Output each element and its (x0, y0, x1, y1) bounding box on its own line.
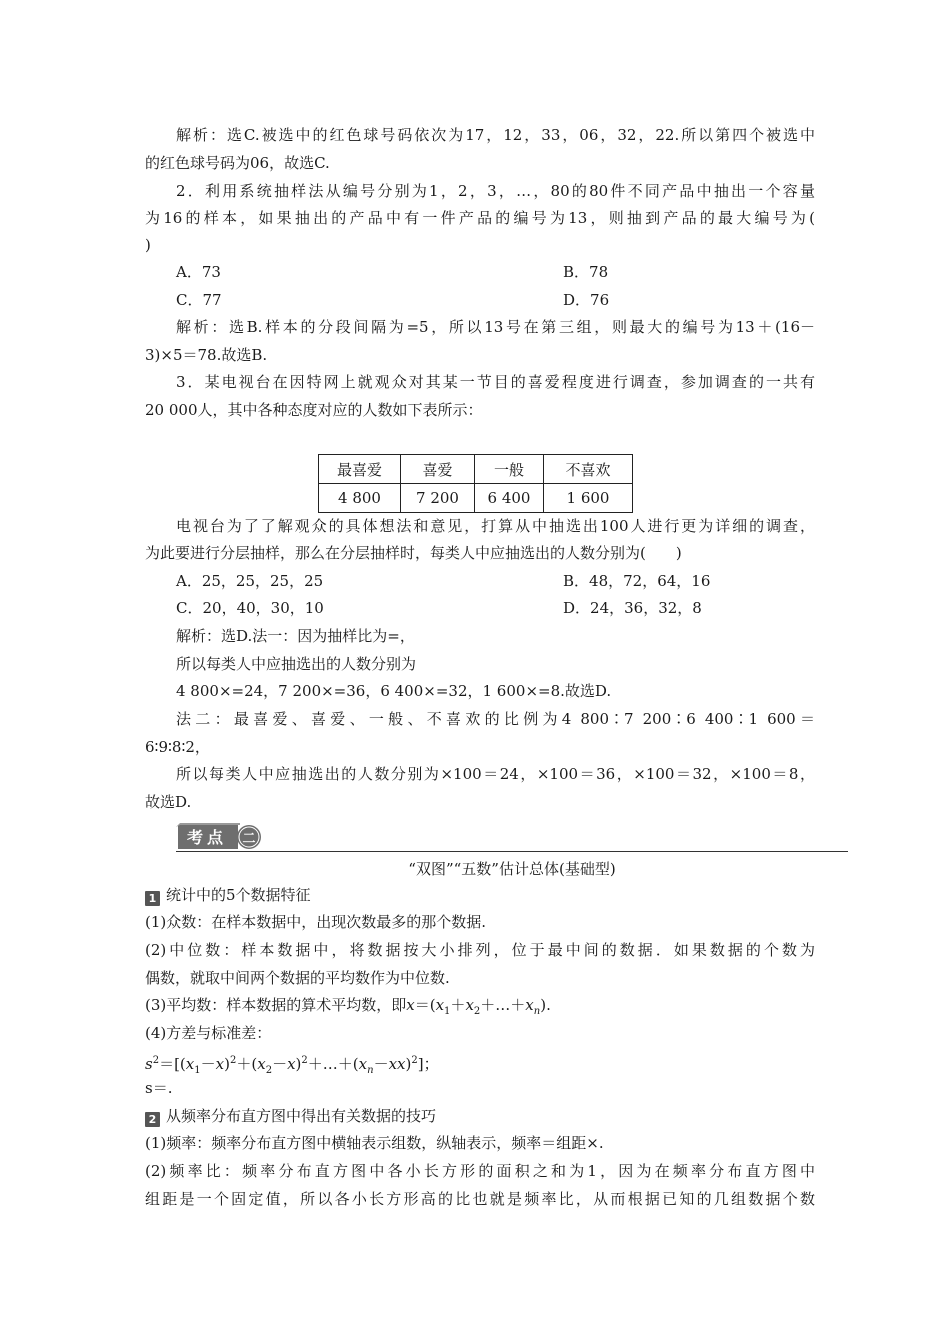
ratio-line2: 组距是一个固定值，所以各小长方形高的比也就是频率比，从而根据已知的几组数据个数 (145, 1190, 815, 1208)
mean-prefix: (3)平均数：样本数据的算术平均数，即 (145, 996, 407, 1014)
q2-option-a: A．73 (176, 263, 221, 281)
median-line1: (2)中位数：样本数据中，将数据按大小排列，位于最中间的数据．如果数据的个数为 (145, 941, 815, 959)
section-badge-text: 考点 (186, 828, 228, 847)
q3-analysis-line3: 4 800×=24，7 200×=36，6 400×=32，1 600×=8.故选D. (176, 682, 612, 700)
q2-option-b: B．78 (563, 263, 609, 281)
q3-option-a: A．25，25，25，25 (176, 572, 324, 590)
q3-analysis-line2: 所以每类人中应抽选出的人数分别为 (176, 655, 417, 673)
variance-title: (4)方差与标准差： (145, 1024, 272, 1042)
q3-stem-line1: 3．某电视台在因特网上就观众对其某一节目的喜爱程度进行调查，参加调查的一共有 (176, 373, 815, 391)
table-cell: 7 200 (401, 484, 475, 513)
q3-stem-line2: 20 000人，其中各种态度对应的人数如下表所示： (145, 401, 483, 419)
q3-analysis-line4: 法二：最喜爱、喜爱、一般、不喜欢的比例为4 800∶7 200∶6 400∶1 600＝ (176, 710, 815, 728)
point1-title: 统计中的5个数据特征 (166, 886, 311, 904)
mode-line: (1)众数：在样本数据中，出现次数最多的那个数据. (145, 913, 487, 931)
attitude-table (318, 454, 633, 513)
q3-stem-line3: 电视台为了了解观众的具体想法和意见，打算从中抽选出100人进行更为详细的调查， (176, 517, 815, 535)
table-cell: 1 600 (544, 484, 633, 513)
q1-analysis-line2: 的红色球号码为06，故选C. (145, 154, 330, 172)
q3-option-d: D．24，36，32，8 (563, 599, 702, 617)
mean-line (145, 995, 551, 1022)
q2-option-d: D．76 (563, 291, 610, 309)
std-formula: s＝. (145, 1079, 173, 1097)
table-header-cell: 最喜爱 (319, 455, 401, 484)
variance-formula: $s^2=[(x_1-x)^2+(x_2-x)^2+\dots+(x_n-xx)^2]$； (145, 1055, 439, 1076)
section-banner (176, 823, 266, 851)
q3-analysis-line5: 6∶9∶8∶2， (145, 738, 210, 756)
q1-analysis-line1: 解析：选C.被选中的红色球号码依次为17，12，33，06，32，22.所以第四个被选中 (176, 126, 815, 144)
point2-heading (145, 1106, 436, 1127)
q3-stem-line4: 为此要进行分层抽样，那么在分层抽样时，每类人中应抽选出的人数分别为( ) (145, 544, 682, 562)
section-title: “双图”“五数”估计总体(基础型) (408, 860, 616, 878)
q2-stem-line2: 为16的样本，如果抽出的产品中有一件产品的编号为13，则抽到产品的最大编号为( (145, 209, 815, 227)
table-header-cell: 喜爱 (401, 455, 475, 484)
section-badge-number: 二 (242, 831, 256, 847)
mean-formula: $x=(x_1+x_2+\dots+x_n)$. (406, 996, 551, 1017)
table-header-cell: 一般 (475, 455, 544, 484)
ratio-line1: (2)频率比：频率分布直方图中各小长方形的面积之和为1，因为在频率分布直方图中 (145, 1162, 815, 1180)
median-line2: 偶数，就取中间两个数据的平均数作为中位数. (145, 969, 450, 987)
point1-number-badge: 1 (145, 891, 160, 906)
point2-title: 从频率分布直方图中得出有关数据的技巧 (166, 1107, 437, 1125)
table-cell: 6 400 (475, 484, 544, 513)
point2-number-badge: 2 (145, 1112, 160, 1127)
table-header-row (319, 455, 633, 484)
q3-option-c: C．20，40，30，10 (176, 599, 324, 617)
q2-analysis-line2: 3)×5＝78.故选B. (145, 346, 268, 364)
q3-analysis-line1: 解析：选D.法一：因为抽样比为=， (176, 627, 415, 645)
table-row (319, 484, 633, 513)
point1-heading (145, 885, 311, 906)
q2-stem-line1: 2．利用系统抽样法从编号分别为1，2，3，…，80的80件不同产品中抽出一个容量 (176, 182, 815, 200)
q2-stem-line3: ) (145, 236, 151, 254)
table-cell: 4 800 (319, 484, 401, 513)
q3-analysis-line7: 故选D. (145, 793, 192, 811)
table-header-cell: 不喜欢 (544, 455, 633, 484)
q2-analysis-line1: 解析：选B.样本的分段间隔为=5，所以13号在第三组，则最大的编号为13＋(16－ (176, 318, 815, 336)
q3-analysis-line6: 所以每类人中应抽选出的人数分别为×100＝24，×100＝36，×100＝32，×100＝8， (176, 765, 815, 783)
frequency-line: (1)频率：频率分布直方图中横轴表示组数，纵轴表示，频率＝组距×. (145, 1134, 604, 1152)
q3-option-b: B．48，72，64，16 (563, 572, 711, 590)
section-divider (176, 851, 848, 852)
q2-option-c: C．77 (176, 291, 222, 309)
